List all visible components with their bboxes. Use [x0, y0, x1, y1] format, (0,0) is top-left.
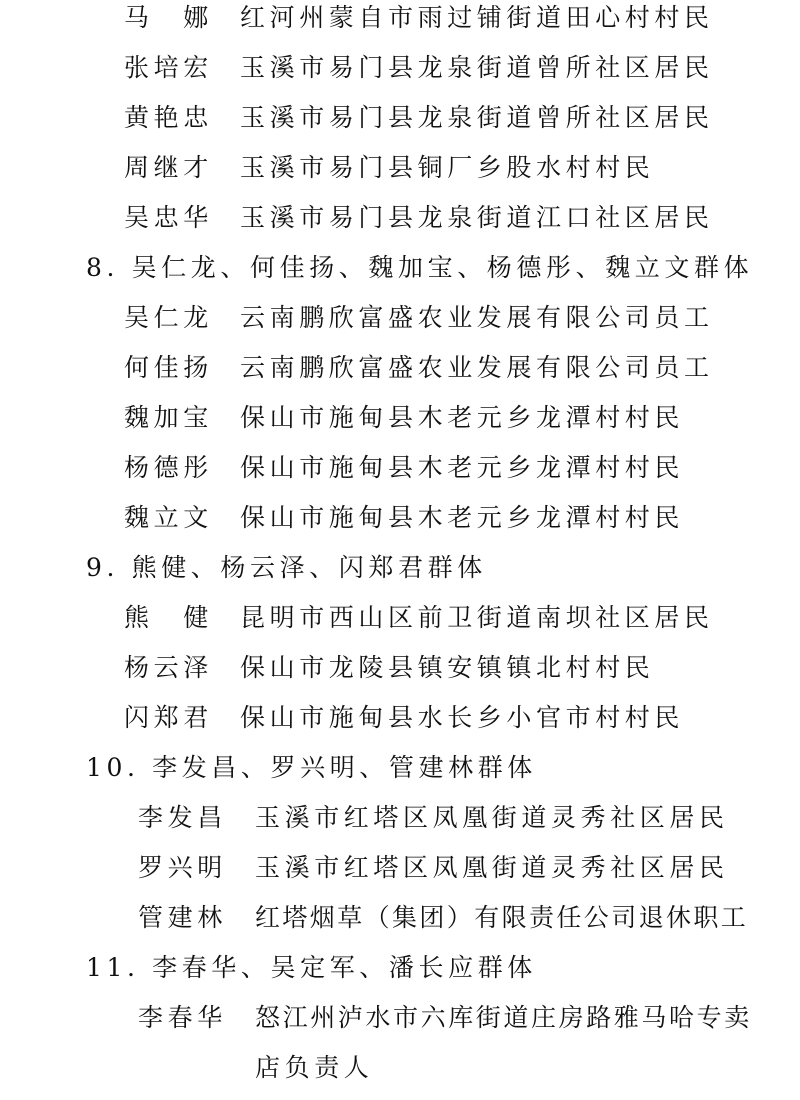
- member-name: 管建林: [138, 903, 227, 932]
- member-name: 马 娜: [124, 3, 213, 32]
- group-title: 11. 李春华、吴定军、潘长应群体: [86, 953, 537, 982]
- member-description: 昆明市西山区前卫街道南坝社区居民: [240, 603, 714, 632]
- member-name: 何佳扬: [124, 353, 213, 382]
- member-name: 闪郑君: [124, 703, 213, 732]
- member-description: 保山市龙陵县镇安镇镇北村村民: [240, 653, 655, 682]
- member-description: 红河州蒙自市雨过铺街道田心村村民: [240, 3, 714, 32]
- group-title: 9. 熊健、杨云泽、闪郑君群体: [86, 553, 487, 582]
- member-name: 杨云泽: [124, 653, 213, 682]
- member-description: 红塔烟草（集团）有限责任公司退休职工: [255, 903, 749, 932]
- member-description: 保山市施甸县水长乡小官市村村民: [240, 703, 685, 732]
- member-name: 李春华: [138, 1003, 227, 1032]
- member-description: 云南鹏欣富盛农业发展有限公司员工: [240, 353, 714, 382]
- member-name: 熊 健: [124, 603, 213, 632]
- group-title: 8. 吴仁龙、何佳扬、魏加宝、杨德彤、魏立文群体: [86, 253, 754, 282]
- member-description: 怒江州泸水市六库街道庄房路雅马哈专卖: [255, 1003, 752, 1032]
- member-name: 吴忠华: [124, 203, 213, 232]
- member-description: 玉溪市易门县龙泉街道曾所社区居民: [240, 103, 714, 132]
- member-name: 罗兴明: [138, 853, 227, 882]
- member-name: 周继才: [124, 153, 213, 182]
- member-description: 保山市施甸县木老元乡龙潭村村民: [240, 503, 685, 532]
- member-description-continued: 店负责人: [255, 1053, 374, 1082]
- member-name: 李发昌: [138, 803, 227, 832]
- member-name: 魏加宝: [124, 403, 213, 432]
- member-name: 张培宏: [124, 53, 213, 82]
- member-description: 云南鹏欣富盛农业发展有限公司员工: [240, 303, 714, 332]
- member-description: 保山市施甸县木老元乡龙潭村村民: [240, 453, 685, 482]
- member-description: 玉溪市易门县龙泉街道江口社区居民: [240, 203, 714, 232]
- member-description: 保山市施甸县木老元乡龙潭村村民: [240, 403, 685, 432]
- member-name: 吴仁龙: [124, 303, 213, 332]
- member-name: 黄艳忠: [124, 103, 213, 132]
- group-title: 10. 李发昌、罗兴明、管建林群体: [86, 753, 537, 782]
- member-name: 杨德彤: [124, 453, 213, 482]
- member-name: 魏立文: [124, 503, 213, 532]
- member-description: 玉溪市红塔区凤凰街道灵秀社区居民: [255, 803, 729, 832]
- member-description: 玉溪市易门县龙泉街道曾所社区居民: [240, 53, 714, 82]
- member-description: 玉溪市红塔区凤凰街道灵秀社区居民: [255, 853, 729, 882]
- member-description: 玉溪市易门县铜厂乡股水村村民: [240, 153, 655, 182]
